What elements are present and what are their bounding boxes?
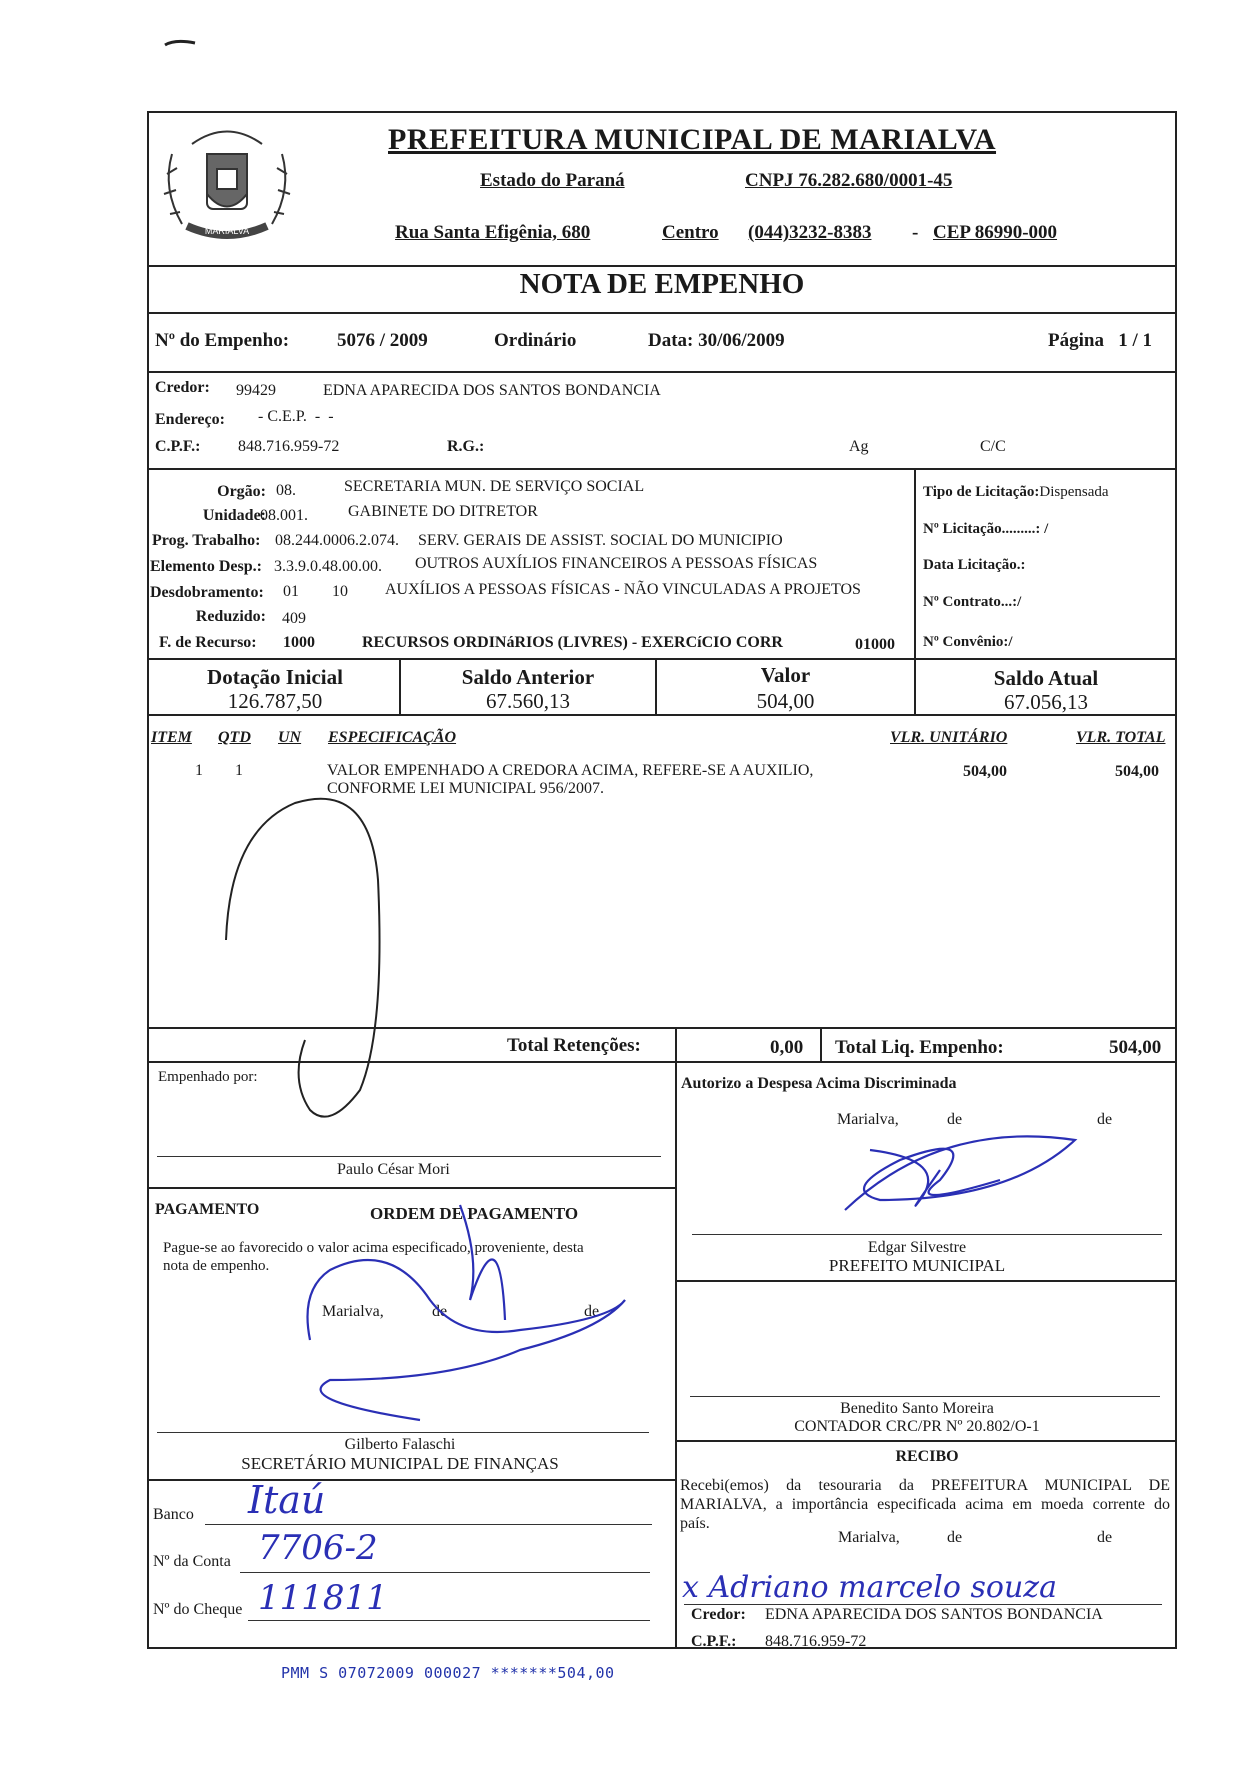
licitacao-number: Nº Licitação.........: / bbox=[923, 521, 1049, 537]
state-label: Estado do Paraná bbox=[480, 170, 625, 191]
authentication-stamp: PMM S 07072009 000027 *******504,00 bbox=[281, 1664, 615, 1682]
recibo-place: Marialva, bbox=[838, 1529, 900, 1546]
empenho-label: Nº do Empenho: bbox=[155, 330, 290, 351]
col-spec: ESPECIFICAÇÃO bbox=[328, 729, 457, 746]
col-qtd: QTD bbox=[218, 729, 251, 746]
autorizo-de1: de bbox=[947, 1111, 963, 1128]
convenio-number: Nº Convênio:/ bbox=[923, 634, 1013, 650]
banco-handwritten: Itaú bbox=[248, 1478, 326, 1522]
address-field-label: Endereço: bbox=[155, 411, 225, 428]
dotacao-value: 126.787,50 bbox=[227, 689, 323, 713]
elemento-label: Elemento Desp.: bbox=[150, 558, 262, 575]
saldo-atual-label: Saldo Atual bbox=[993, 666, 1099, 690]
recibo-cpf-label: C.P.F.: bbox=[691, 1633, 737, 1650]
cpf-value: 848.716.959-72 bbox=[238, 438, 340, 455]
fonte-code: 1000 bbox=[283, 634, 315, 651]
district-label: Centro bbox=[662, 222, 719, 243]
fonte-label: F. de Recurso: bbox=[159, 634, 257, 651]
autorizo-signer: Edgar Silvestre bbox=[867, 1239, 967, 1256]
saldo-anterior-label: Saldo Anterior bbox=[461, 665, 595, 689]
pagamento-text-1: Pague-se ao favorecido o valor acima especificado, proveniente, desta bbox=[163, 1240, 584, 1256]
desdobramento-code2: 10 bbox=[332, 583, 348, 600]
cheque-handwritten: 111811 bbox=[258, 1578, 388, 1618]
empenho-number: 5076 / 2009 bbox=[337, 330, 428, 351]
pagamento-de1: de bbox=[432, 1303, 448, 1320]
cheque-label: Nº do Cheque bbox=[153, 1601, 243, 1618]
licitacao-date: Data Licitação.: bbox=[923, 557, 1026, 573]
elemento-name: OUTROS AUXÍLIOS FINANCEIROS A PESSOAS FÍSICAS bbox=[415, 555, 818, 572]
contador-role: CONTADOR CRC/PR Nº 20.802/O-1 bbox=[794, 1418, 1040, 1435]
saldo-atual-value: 67.056,13 bbox=[1004, 690, 1088, 714]
recibo-cpf-value: 848.716.959-72 bbox=[765, 1633, 867, 1650]
recibo-credor-name: EDNA APARECIDA DOS SANTOS BONDANCIA bbox=[765, 1606, 1103, 1623]
col-unit-value: VLR. UNITÁRIO bbox=[890, 729, 1008, 746]
page-number: Página 1 / 1 bbox=[1048, 330, 1152, 351]
address-field-value: - C.E.P. - - bbox=[258, 408, 334, 425]
municipal-crest-icon bbox=[152, 114, 302, 264]
col-total-value: VLR. TOTAL bbox=[1076, 729, 1166, 746]
recibo-de2: de bbox=[1097, 1529, 1113, 1546]
cep-label: CEP 86990-000 bbox=[933, 222, 1058, 243]
phone-label: (044)3232-8383 bbox=[748, 222, 872, 243]
empenhado-label: Empenhado por: bbox=[158, 1069, 258, 1085]
empenho-date: Data: 30/06/2009 bbox=[648, 330, 785, 351]
prog-label: Prog. Trabalho: bbox=[152, 532, 261, 549]
orgao-name: SECRETARIA MUN. DE SERVIÇO SOCIAL bbox=[344, 478, 645, 495]
pagamento-place: Marialva, bbox=[322, 1303, 384, 1320]
retencoes-label: Total Retenções: bbox=[507, 1035, 641, 1056]
liquido-label: Total Liq. Empenho: bbox=[835, 1037, 1004, 1058]
item-spec-line1: VALOR EMPENHADO A CREDORA ACIMA, REFERE-SE A AUXILIO, bbox=[327, 762, 814, 779]
autorizo-de2: de bbox=[1097, 1111, 1113, 1128]
recibo-credor-label: Credor: bbox=[691, 1606, 746, 1623]
svg-text:MARIALVA: MARIALVA bbox=[204, 226, 250, 236]
credor-code: 99429 bbox=[236, 382, 276, 399]
pagamento-role: SECRETÁRIO MUNICIPAL DE FINANÇAS bbox=[241, 1454, 559, 1473]
item-total-value: 504,00 bbox=[1115, 763, 1159, 780]
address-label: Rua Santa Efigênia, 680 bbox=[395, 222, 591, 243]
col-item: ITEM bbox=[151, 729, 192, 746]
retencoes-value: 0,00 bbox=[770, 1037, 804, 1058]
separator: - bbox=[912, 222, 919, 243]
liquido-value: 504,00 bbox=[1109, 1037, 1162, 1058]
licitacao-type-value: Dispensada bbox=[1039, 484, 1109, 500]
unidade-label: Unidade: bbox=[202, 507, 266, 524]
dotacao-label: Dotação Inicial bbox=[207, 665, 343, 689]
empenho-type: Ordinário bbox=[494, 330, 577, 351]
municipality-title: PREFEITURA MUNICIPAL DE MARIALVA bbox=[388, 123, 997, 156]
autorizo-place: Marialva, bbox=[837, 1111, 899, 1128]
cc-label: C/C bbox=[980, 438, 1006, 455]
cpf-label: C.P.F.: bbox=[155, 438, 201, 455]
desdobramento-name: AUXÍLIOS A PESSOAS FÍSICAS - NÃO VINCULADAS A PROJETOS bbox=[385, 581, 861, 598]
orgao-label: Orgão: bbox=[217, 483, 266, 500]
desdobramento-label: Desdobramento: bbox=[150, 584, 264, 601]
prog-code: 08.244.0006.2.074. bbox=[275, 532, 399, 549]
recibo-label: RECIBO bbox=[895, 1448, 959, 1465]
elemento-code: 3.3.9.0.48.00.00. bbox=[274, 558, 382, 575]
item-number: 1 bbox=[195, 762, 203, 779]
conta-label: Nº da Conta bbox=[153, 1553, 231, 1570]
recibo-signature: x Adriano marcelo souza bbox=[682, 1570, 1057, 1605]
valor-value: 504,00 bbox=[756, 689, 815, 713]
pagamento-de2: de bbox=[584, 1303, 600, 1320]
item-spec-line2: CONFORME LEI MUNICIPAL 956/2007. bbox=[327, 780, 605, 797]
cnpj-label: CNPJ 76.282.680/0001-45 bbox=[745, 170, 953, 191]
unidade-name: GABINETE DO DITRETOR bbox=[348, 503, 538, 520]
rg-label: R.G.: bbox=[447, 438, 485, 455]
empenhado-name: Paulo César Mori bbox=[337, 1161, 450, 1178]
col-un: UN bbox=[278, 729, 302, 746]
valor-label: Valor bbox=[760, 663, 811, 687]
fonte-name: RECURSOS ORDINáRIOS (LIVRES) - EXERCíCIO CORR bbox=[362, 634, 783, 651]
autorizo-role: PREFEITO MUNICIPAL bbox=[828, 1256, 1006, 1275]
saldo-anterior-value: 67.560,13 bbox=[486, 689, 570, 713]
desdobramento-code1: 01 bbox=[283, 583, 299, 600]
item-unit-value: 504,00 bbox=[963, 763, 1007, 780]
reduzido-label: Reduzido: bbox=[195, 608, 266, 625]
contador-name: Benedito Santo Moreira bbox=[840, 1400, 994, 1417]
contrato-number: Nº Contrato...:/ bbox=[923, 594, 1022, 610]
pagamento-text-2: nota de empenho. bbox=[163, 1258, 270, 1274]
conta-handwritten: 7706-2 bbox=[258, 1528, 378, 1568]
banco-label: Banco bbox=[153, 1506, 194, 1523]
orgao-code: 08. bbox=[276, 482, 296, 499]
autorizo-label: Autorizo a Despesa Acima Discriminada bbox=[681, 1075, 957, 1092]
credor-name: EDNA APARECIDA DOS SANTOS BONDANCIA bbox=[323, 382, 661, 399]
recibo-text-3: país. bbox=[680, 1515, 710, 1532]
prog-name: SERV. GERAIS DE ASSIST. SOCIAL DO MUNICIPIO bbox=[418, 532, 783, 549]
ordem-pagamento-label: ORDEM DE PAGAMENTO bbox=[370, 1204, 579, 1223]
ag-label: Ag bbox=[849, 438, 869, 455]
pagamento-signer: Gilberto Falaschi bbox=[344, 1436, 456, 1453]
recibo-text-1: Recebi(emos) da tesouraria da PREFEITURA MUNICIPAL DE bbox=[680, 1477, 1170, 1494]
recibo-de1: de bbox=[947, 1529, 963, 1546]
item-qtd: 1 bbox=[235, 762, 243, 779]
credor-label: Credor: bbox=[155, 379, 210, 396]
fonte-number: 01000 bbox=[855, 636, 895, 653]
pagamento-label: PAGAMENTO bbox=[155, 1201, 260, 1218]
recibo-text-2: MARIALVA, a importância especificada acima em moeda corrente do bbox=[680, 1496, 1170, 1513]
reduzido-value: 409 bbox=[282, 610, 306, 627]
licitacao-type-label: Tipo de Licitação: bbox=[923, 484, 1040, 500]
document-title: NOTA DE EMPENHO bbox=[519, 268, 805, 300]
unidade-code: 08.001. bbox=[260, 507, 308, 524]
